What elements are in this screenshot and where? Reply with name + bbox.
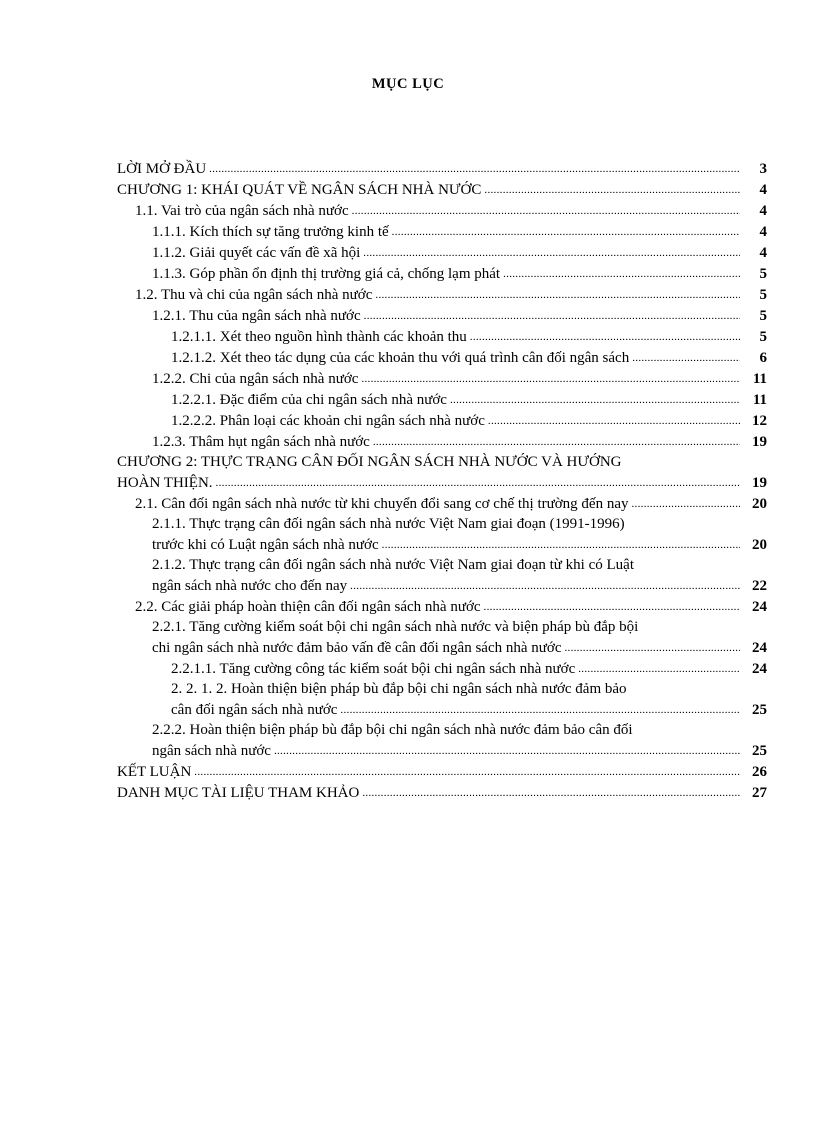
toc-entry-label: KẾT LUẬN <box>117 764 192 780</box>
toc-entry-label: 1.2.1.2. Xét theo tác dụng của các khoản thu với quá trình cân đối ngân sách <box>171 350 630 366</box>
toc-entry-page-number: 20 <box>752 537 767 553</box>
dot-leader <box>470 326 740 347</box>
dot-leader <box>363 242 740 263</box>
toc-entry-label: trước khi có Luật ngân sách nhà nước <box>152 537 379 553</box>
toc-entry-label: 1.1.2. Giải quyết các vấn đề xã hội <box>152 245 361 261</box>
toc-entry-label: 1.1.3. Góp phần ổn định thị trường giá cả, chống lạm phát <box>152 266 501 282</box>
dot-leader <box>488 410 740 431</box>
toc-entry[interactable] <box>117 658 767 679</box>
dot-leader <box>450 389 740 410</box>
toc-entry[interactable] <box>117 179 767 200</box>
toc-entry[interactable] <box>117 410 767 431</box>
dot-leader <box>373 431 740 452</box>
toc-entry-row <box>135 596 767 617</box>
toc-entry-page-number: 5 <box>759 329 767 345</box>
toc-entry-page-number: 19 <box>752 475 767 491</box>
toc-entry-row <box>117 782 767 803</box>
dot-leader <box>484 179 740 200</box>
dot-leader <box>578 658 740 679</box>
toc-title: MỤC LỤC <box>371 76 445 92</box>
toc-entry[interactable] <box>117 347 767 368</box>
dot-leader <box>194 761 740 782</box>
toc-entry-label: ngân sách nhà nước <box>152 743 271 759</box>
dot-leader <box>216 472 740 493</box>
toc-entry-row <box>152 368 767 389</box>
toc-entry[interactable] <box>117 368 767 389</box>
toc-entry-page-number: 4 <box>759 245 767 261</box>
toc-entry-page-number: 5 <box>759 266 767 282</box>
toc-entry-text-line: 2.1.1. Thực trạng cân đối ngân sách nhà nước Việt Nam giai đoạn (1991-1996) <box>152 516 625 532</box>
toc-entry-page-number: 22 <box>752 578 767 594</box>
toc-entry[interactable] <box>117 326 767 347</box>
toc-entry-label: 2.2.1.1. Tăng cường công tác kiểm soát bội chi ngân sách nhà nước <box>171 661 576 677</box>
toc-entry-text-line: 2.2.1. Tăng cường kiểm soát bội chi ngân sách nhà nước và biện pháp bù đắp bội <box>152 619 639 635</box>
toc-entry-label: 1.1. Vai trò của ngân sách nhà nước <box>135 203 349 219</box>
toc-entry-label: 1.2. Thu và chi của ngân sách nhà nước <box>135 287 373 303</box>
toc-entry-row <box>152 740 767 761</box>
dot-leader <box>632 493 741 514</box>
toc-entry-page-number: 12 <box>752 413 767 429</box>
dot-leader <box>564 637 740 658</box>
toc-entry[interactable] <box>117 761 767 782</box>
dot-leader <box>362 782 740 803</box>
toc-entry[interactable] <box>117 555 767 596</box>
toc-entry-row <box>171 326 767 347</box>
toc-entry-row <box>171 347 767 368</box>
toc-entry-label: 1.2.2.1. Đặc điểm của chi ngân sách nhà nước <box>171 392 447 408</box>
toc-entry-label: 1.1.1. Kích thích sự tăng trưởng kinh tế <box>152 224 389 240</box>
toc-entry-page-number: 25 <box>752 702 767 718</box>
toc-entry-page-number: 4 <box>759 224 767 240</box>
dot-leader <box>382 534 740 555</box>
toc-entry[interactable] <box>117 305 767 326</box>
toc-entry-page-number: 11 <box>752 392 767 408</box>
toc-entry-label: 2.2. Các giải pháp hoàn thiện cân đối ngân sách nhà nước <box>135 599 481 615</box>
dot-leader <box>209 158 740 179</box>
toc-entry-page-number: 11 <box>752 371 767 387</box>
dot-leader <box>352 200 740 221</box>
table-of-contents <box>117 158 767 803</box>
dot-leader <box>361 368 740 389</box>
dot-leader <box>375 284 740 305</box>
toc-entry[interactable] <box>117 431 767 452</box>
toc-entry-page-number: 27 <box>752 785 767 801</box>
toc-entry-row <box>152 221 767 242</box>
toc-entry-label: 1.2.2. Chi của ngân sách nhà nước <box>152 371 359 387</box>
toc-entry[interactable] <box>117 200 767 221</box>
toc-entry-page-number: 4 <box>759 203 767 219</box>
dot-leader <box>350 575 740 596</box>
toc-entry-label: ngân sách nhà nước cho đến nay <box>152 578 348 594</box>
toc-entry[interactable] <box>117 596 767 617</box>
toc-entry-row <box>152 534 767 555</box>
toc-entry-page-number: 6 <box>759 350 767 366</box>
toc-entry-label: 1.2.1.1. Xét theo nguồn hình thành các khoản thu <box>171 329 467 345</box>
toc-entry-page-number: 5 <box>759 287 767 303</box>
toc-entry[interactable] <box>117 263 767 284</box>
toc-entry[interactable] <box>117 389 767 410</box>
toc-entry[interactable] <box>117 284 767 305</box>
toc-entry-row <box>171 410 767 431</box>
toc-entry-page-number: 19 <box>752 434 767 450</box>
toc-entry-text-line: CHƯƠNG 2: THỰC TRẠNG CÂN ĐỐI NGÂN SÁCH NHÀ NƯỚC VÀ HƯỚNG <box>117 454 622 470</box>
toc-entry-page-number: 25 <box>752 743 767 759</box>
toc-entry-label: 1.2.3. Thâm hụt ngân sách nhà nước <box>152 434 370 450</box>
toc-entry[interactable] <box>117 720 767 761</box>
toc-entry-row <box>152 242 767 263</box>
toc-entry-page-number: 3 <box>759 161 767 177</box>
dot-leader <box>340 699 740 720</box>
dot-leader <box>503 263 740 284</box>
dot-leader <box>364 305 740 326</box>
toc-entry[interactable] <box>117 782 767 803</box>
toc-entry-row <box>117 761 767 782</box>
toc-entry-row <box>171 658 767 679</box>
toc-entry-label: LỜI MỞ ĐẦU <box>117 161 207 177</box>
toc-entry-label: chi ngân sách nhà nước đảm bảo vấn đề cân đối ngân sách nhà nước <box>152 640 562 656</box>
toc-entry-row <box>135 200 767 221</box>
toc-entry-row <box>152 431 767 452</box>
toc-entry-row <box>117 158 767 179</box>
toc-entry-text-line: 2.1.2. Thực trạng cân đối ngân sách nhà nước Việt Nam giai đoạn từ khi có Luật <box>152 557 634 573</box>
toc-entry-label: 1.2.1. Thu của ngân sách nhà nước <box>152 308 361 324</box>
toc-entry-row <box>152 575 767 596</box>
toc-entry-text-line: 2.2.2. Hoàn thiện biện pháp bù đắp bội chi ngân sách nhà nước đảm bảo cân đối <box>152 722 633 738</box>
toc-entry-row <box>152 637 767 658</box>
toc-entry-row <box>152 305 767 326</box>
toc-entry[interactable] <box>117 514 767 555</box>
toc-entry-page-number: 24 <box>752 640 767 656</box>
toc-entry-label: 2.1. Cân đối ngân sách nhà nước từ khi chuyển đổi sang cơ chế thị trường đến nay <box>135 496 629 512</box>
dot-leader <box>392 221 740 242</box>
toc-entry[interactable] <box>117 617 767 658</box>
toc-entry-row <box>135 284 767 305</box>
toc-entry[interactable] <box>117 221 767 242</box>
toc-entry-row <box>171 389 767 410</box>
toc-entry[interactable] <box>117 158 767 179</box>
toc-entry-text-line: 2. 2. 1. 2. Hoàn thiện biện pháp bù đắp bội chi ngân sách nhà nước đảm bảo <box>171 681 627 697</box>
toc-entry[interactable] <box>117 493 767 514</box>
toc-entry-page-number: 4 <box>759 182 767 198</box>
toc-entry[interactable] <box>117 679 767 720</box>
toc-entry-row <box>171 699 767 720</box>
dot-leader <box>484 596 740 617</box>
toc-entry-row <box>152 263 767 284</box>
toc-entry[interactable] <box>117 452 767 493</box>
toc-entry-page-number: 26 <box>752 764 767 780</box>
toc-entry-label: HOÀN THIỆN. <box>117 475 213 491</box>
dot-leader <box>632 347 740 368</box>
toc-entry-page-number: 24 <box>752 661 767 677</box>
toc-entry-page-number: 20 <box>752 496 767 512</box>
toc-entry-row <box>117 472 767 493</box>
toc-entry-page-number: 5 <box>759 308 767 324</box>
toc-entry-label: 1.2.2.2. Phân loại các khoản chi ngân sách nhà nước <box>171 413 485 429</box>
toc-entry-label: CHƯƠNG 1: KHÁI QUÁT VỀ NGÂN SÁCH NHÀ NƯỚC <box>117 182 482 198</box>
toc-entry-row <box>135 493 767 514</box>
toc-entry-page-number: 24 <box>752 599 767 615</box>
toc-entry-row <box>117 179 767 200</box>
toc-entry-label: cân đối ngân sách nhà nước <box>171 702 338 718</box>
toc-entry-label: DANH MỤC TÀI LIỆU THAM KHẢO <box>117 785 360 801</box>
dot-leader <box>274 740 740 761</box>
toc-entry[interactable] <box>117 242 767 263</box>
